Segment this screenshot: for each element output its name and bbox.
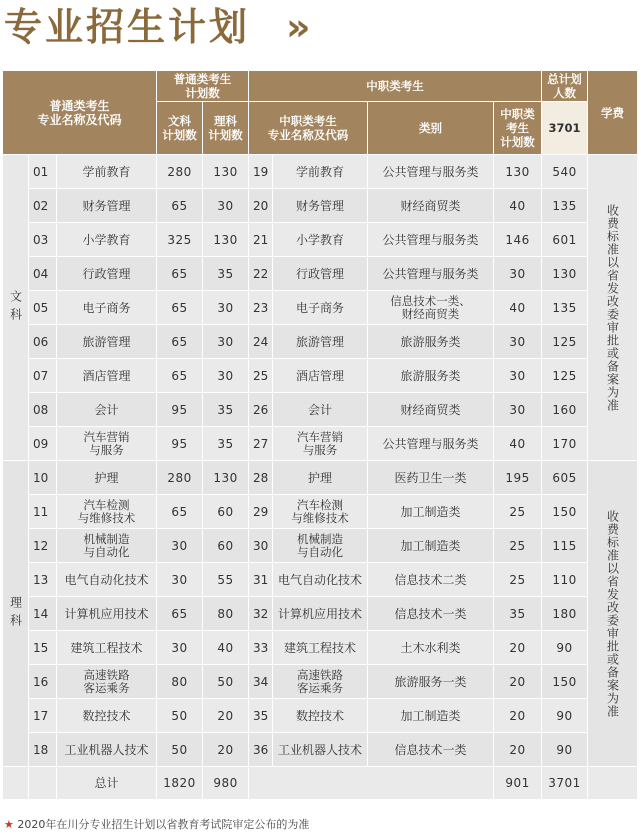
science-plan-cell: 130 xyxy=(203,223,249,257)
table-row xyxy=(3,325,638,359)
vocational-name: 高速铁路 客运乘务 xyxy=(273,665,368,699)
category-cell: 加工制造类 xyxy=(368,495,494,529)
arts-plan-cell: 95 xyxy=(157,393,203,427)
category-cell: 公共管理与服务类 xyxy=(368,155,494,189)
arts-plan-cell: 30 xyxy=(157,563,203,597)
major-code: 16 xyxy=(29,665,57,699)
vocational-name: 护理 xyxy=(273,461,368,495)
major-code: 13 xyxy=(29,563,57,597)
science-plan-cell: 30 xyxy=(203,189,249,223)
totals-blank-3 xyxy=(249,767,494,800)
arts-plan-cell: 65 xyxy=(157,257,203,291)
category-cell: 信息技术一类、 财经商贸类 xyxy=(368,291,494,325)
table-row xyxy=(3,699,638,733)
major-code: 05 xyxy=(29,291,57,325)
table-row xyxy=(3,461,638,495)
category-cell: 公共管理与服务类 xyxy=(368,257,494,291)
science-plan-cell: 130 xyxy=(203,461,249,495)
arts-plan-cell: 65 xyxy=(157,495,203,529)
vocational-name: 机械制造 与自动化 xyxy=(273,529,368,563)
total-plan-cell: 125 xyxy=(542,359,588,393)
arts-plan-cell: 325 xyxy=(157,223,203,257)
vocational-code: 23 xyxy=(249,291,273,325)
vocational-code: 35 xyxy=(249,699,273,733)
science-plan-cell: 35 xyxy=(203,427,249,461)
table-row xyxy=(3,223,638,257)
arts-plan-cell: 50 xyxy=(157,699,203,733)
arts-plan-cell: 80 xyxy=(157,665,203,699)
vocational-code: 21 xyxy=(249,223,273,257)
table-row xyxy=(3,665,638,699)
vocational-name: 行政管理 xyxy=(273,257,368,291)
vocational-plan-cell: 30 xyxy=(494,325,542,359)
total-plan-cell: 130 xyxy=(542,257,588,291)
table-row xyxy=(3,257,638,291)
total-plan-cell: 170 xyxy=(542,427,588,461)
major-name: 酒店管理 xyxy=(57,359,157,393)
table-row xyxy=(3,155,638,189)
science-plan-cell: 30 xyxy=(203,291,249,325)
vocational-name: 工业机器人技术 xyxy=(273,733,368,767)
double-chevron-icon: » xyxy=(286,5,305,49)
major-code: 15 xyxy=(29,631,57,665)
vocational-plan-cell: 25 xyxy=(494,495,542,529)
major-name: 会计 xyxy=(57,393,157,427)
vocational-plan-cell: 20 xyxy=(494,699,542,733)
arts-plan-cell: 65 xyxy=(157,189,203,223)
vocational-code: 34 xyxy=(249,665,273,699)
enrollment-plan-table xyxy=(2,70,638,800)
science-plan-cell: 50 xyxy=(203,665,249,699)
total-plan-value-header: 3701 xyxy=(542,102,588,155)
total-plan-cell: 90 xyxy=(542,699,588,733)
vocational-plan-cell: 25 xyxy=(494,529,542,563)
major-code: 17 xyxy=(29,699,57,733)
fee-header: 学费 xyxy=(588,71,638,155)
category-cell: 公共管理与服务类 xyxy=(368,223,494,257)
category-cell: 加工制造类 xyxy=(368,529,494,563)
vocational-plan-cell: 20 xyxy=(494,733,542,767)
category-header: 类别 xyxy=(368,102,494,155)
science-plan-header: 理科 计划数 xyxy=(203,102,249,155)
major-name: 高速铁路 客运乘务 xyxy=(57,665,157,699)
table-row xyxy=(3,427,638,461)
table-row xyxy=(3,495,638,529)
arts-plan-cell: 280 xyxy=(157,155,203,189)
table-row xyxy=(3,631,638,665)
arts-plan-cell: 280 xyxy=(157,461,203,495)
category-cell: 信息技术一类 xyxy=(368,597,494,631)
major-name: 电气自动化技术 xyxy=(57,563,157,597)
totals-blank-2 xyxy=(29,767,57,800)
vocational-name: 汽车检测 与维修技术 xyxy=(273,495,368,529)
table-row xyxy=(3,359,638,393)
vocational-plan-header: 中职类 考生 计划数 xyxy=(494,102,542,155)
vocational-plan-cell: 30 xyxy=(494,393,542,427)
major-name: 行政管理 xyxy=(57,257,157,291)
category-cell: 土木水利类 xyxy=(368,631,494,665)
vocational-plan-cell: 146 xyxy=(494,223,542,257)
star-icon: ★ xyxy=(4,818,14,831)
science-plan-cell: 60 xyxy=(203,529,249,563)
total-plan-cell: 115 xyxy=(542,529,588,563)
category-cell: 旅游服务类 xyxy=(368,325,494,359)
total-plan-header: 总计划 人数 xyxy=(542,71,588,102)
major-code: 04 xyxy=(29,257,57,291)
table-row xyxy=(3,291,638,325)
vocational-plan-cell: 35 xyxy=(494,597,542,631)
vocational-code: 28 xyxy=(249,461,273,495)
science-plan-cell: 20 xyxy=(203,699,249,733)
major-name: 计算机应用技术 xyxy=(57,597,157,631)
vocational-name: 电气自动化技术 xyxy=(273,563,368,597)
totals-row xyxy=(3,767,638,800)
subject-wen-label: 文科 xyxy=(3,155,29,461)
science-plan-cell: 35 xyxy=(203,393,249,427)
category-cell: 加工制造类 xyxy=(368,699,494,733)
major-code: 09 xyxy=(29,427,57,461)
vocational-code: 27 xyxy=(249,427,273,461)
page-title: 专业招生计划 xyxy=(4,5,251,49)
arts-plan-cell: 65 xyxy=(157,291,203,325)
general-plan-header: 普通类考生 计划数 xyxy=(157,71,249,102)
major-name: 护理 xyxy=(57,461,157,495)
major-name: 电子商务 xyxy=(57,291,157,325)
total-plan-cell: 125 xyxy=(542,325,588,359)
fee-note-li: 收费标准以省发改委审批或备案为准 xyxy=(588,461,638,767)
vocational-code: 22 xyxy=(249,257,273,291)
total-plan-cell: 160 xyxy=(542,393,588,427)
science-plan-cell: 55 xyxy=(203,563,249,597)
major-name: 机械制造 与自动化 xyxy=(57,529,157,563)
arts-plan-cell: 30 xyxy=(157,529,203,563)
vocational-name: 计算机应用技术 xyxy=(273,597,368,631)
arts-plan-cell: 65 xyxy=(157,359,203,393)
science-plan-cell: 40 xyxy=(203,631,249,665)
vocational-plan-cell: 30 xyxy=(494,359,542,393)
major-code: 11 xyxy=(29,495,57,529)
table-row xyxy=(3,733,638,767)
science-plan-cell: 60 xyxy=(203,495,249,529)
science-plan-cell: 130 xyxy=(203,155,249,189)
category-cell: 财经商贸类 xyxy=(368,189,494,223)
table-row xyxy=(3,189,638,223)
major-code: 10 xyxy=(29,461,57,495)
major-code: 06 xyxy=(29,325,57,359)
total-plan-cell: 605 xyxy=(542,461,588,495)
science-plan-cell: 20 xyxy=(203,733,249,767)
category-cell: 公共管理与服务类 xyxy=(368,427,494,461)
table-row xyxy=(3,563,638,597)
vocational-name: 会计 xyxy=(273,393,368,427)
vocational-plan-cell: 40 xyxy=(494,189,542,223)
total-plan-cell: 180 xyxy=(542,597,588,631)
table-row xyxy=(3,529,638,563)
totals-label: 总计 xyxy=(57,767,157,800)
totals-blank-4 xyxy=(588,767,638,800)
vocational-name: 学前教育 xyxy=(273,155,368,189)
vocational-name: 旅游管理 xyxy=(273,325,368,359)
totals-blank-1 xyxy=(3,767,29,800)
totals-total: 3701 xyxy=(542,767,588,800)
total-plan-cell: 540 xyxy=(542,155,588,189)
category-cell: 旅游服务一类 xyxy=(368,665,494,699)
vocational-plan-cell: 40 xyxy=(494,427,542,461)
science-plan-cell: 30 xyxy=(203,359,249,393)
vocational-name: 汽车营销 与服务 xyxy=(273,427,368,461)
vocational-code: 36 xyxy=(249,733,273,767)
science-plan-cell: 80 xyxy=(203,597,249,631)
major-code: 08 xyxy=(29,393,57,427)
major-name: 汽车检测 与维修技术 xyxy=(57,495,157,529)
footnote xyxy=(4,818,309,832)
footnote-text: 2020年在川分专业招生计划以省教育考试院审定公布的为准 xyxy=(17,818,310,831)
total-plan-cell: 135 xyxy=(542,291,588,325)
vocational-name: 数控技术 xyxy=(273,699,368,733)
arts-plan-cell: 30 xyxy=(157,631,203,665)
table-row xyxy=(3,393,638,427)
vocational-name: 财务管理 xyxy=(273,189,368,223)
vocational-name: 小学教育 xyxy=(273,223,368,257)
major-code: 18 xyxy=(29,733,57,767)
totals-vocational: 901 xyxy=(494,767,542,800)
table-body xyxy=(3,155,638,800)
category-cell: 信息技术一类 xyxy=(368,733,494,767)
vocational-code: 33 xyxy=(249,631,273,665)
vocational-plan-cell: 20 xyxy=(494,631,542,665)
vocational-code: 25 xyxy=(249,359,273,393)
category-cell: 医药卫生一类 xyxy=(368,461,494,495)
major-name: 汽车营销 与服务 xyxy=(57,427,157,461)
major-name: 财务管理 xyxy=(57,189,157,223)
total-plan-cell: 150 xyxy=(542,665,588,699)
major-name: 工业机器人技术 xyxy=(57,733,157,767)
vocational-plan-cell: 25 xyxy=(494,563,542,597)
table-row xyxy=(3,597,638,631)
arts-plan-cell: 50 xyxy=(157,733,203,767)
science-plan-cell: 35 xyxy=(203,257,249,291)
total-plan-cell: 601 xyxy=(542,223,588,257)
totals-science: 980 xyxy=(203,767,249,800)
arts-plan-cell: 65 xyxy=(157,325,203,359)
major-name: 小学教育 xyxy=(57,223,157,257)
arts-plan-header: 文科 计划数 xyxy=(157,102,203,155)
major-code: 14 xyxy=(29,597,57,631)
major-name: 建筑工程技术 xyxy=(57,631,157,665)
vocational-code: 32 xyxy=(249,597,273,631)
vocational-code: 26 xyxy=(249,393,273,427)
major-name: 旅游管理 xyxy=(57,325,157,359)
general-group-header: 普通类考生 专业名称及代码 xyxy=(3,71,157,155)
total-plan-cell: 110 xyxy=(542,563,588,597)
vocational-plan-cell: 130 xyxy=(494,155,542,189)
arts-plan-cell: 95 xyxy=(157,427,203,461)
vocational-name-header: 中职类考生 专业名称及代码 xyxy=(249,102,368,155)
fee-note-wen: 收费标准以省发改委审批或备案为准 xyxy=(588,155,638,461)
title-bar xyxy=(0,0,639,60)
major-code: 07 xyxy=(29,359,57,393)
major-name: 数控技术 xyxy=(57,699,157,733)
major-code: 01 xyxy=(29,155,57,189)
major-code: 03 xyxy=(29,223,57,257)
vocational-code: 30 xyxy=(249,529,273,563)
total-plan-cell: 150 xyxy=(542,495,588,529)
major-name: 学前教育 xyxy=(57,155,157,189)
vocational-code: 29 xyxy=(249,495,273,529)
vocational-group-header: 中职类考生 xyxy=(249,71,542,102)
science-plan-cell: 30 xyxy=(203,325,249,359)
vocational-plan-cell: 195 xyxy=(494,461,542,495)
arts-plan-cell: 65 xyxy=(157,597,203,631)
major-code: 12 xyxy=(29,529,57,563)
subject-li-label: 理科 xyxy=(3,461,29,767)
vocational-code: 19 xyxy=(249,155,273,189)
vocational-plan-cell: 20 xyxy=(494,665,542,699)
vocational-name: 酒店管理 xyxy=(273,359,368,393)
total-plan-cell: 90 xyxy=(542,733,588,767)
vocational-code: 20 xyxy=(249,189,273,223)
major-code: 02 xyxy=(29,189,57,223)
totals-arts: 1820 xyxy=(157,767,203,800)
vocational-name: 建筑工程技术 xyxy=(273,631,368,665)
category-cell: 旅游服务类 xyxy=(368,359,494,393)
vocational-name: 电子商务 xyxy=(273,291,368,325)
category-cell: 信息技术二类 xyxy=(368,563,494,597)
vocational-code: 31 xyxy=(249,563,273,597)
total-plan-cell: 135 xyxy=(542,189,588,223)
category-cell: 财经商贸类 xyxy=(368,393,494,427)
vocational-plan-cell: 40 xyxy=(494,291,542,325)
vocational-plan-cell: 30 xyxy=(494,257,542,291)
total-plan-cell: 90 xyxy=(542,631,588,665)
vocational-code: 24 xyxy=(249,325,273,359)
